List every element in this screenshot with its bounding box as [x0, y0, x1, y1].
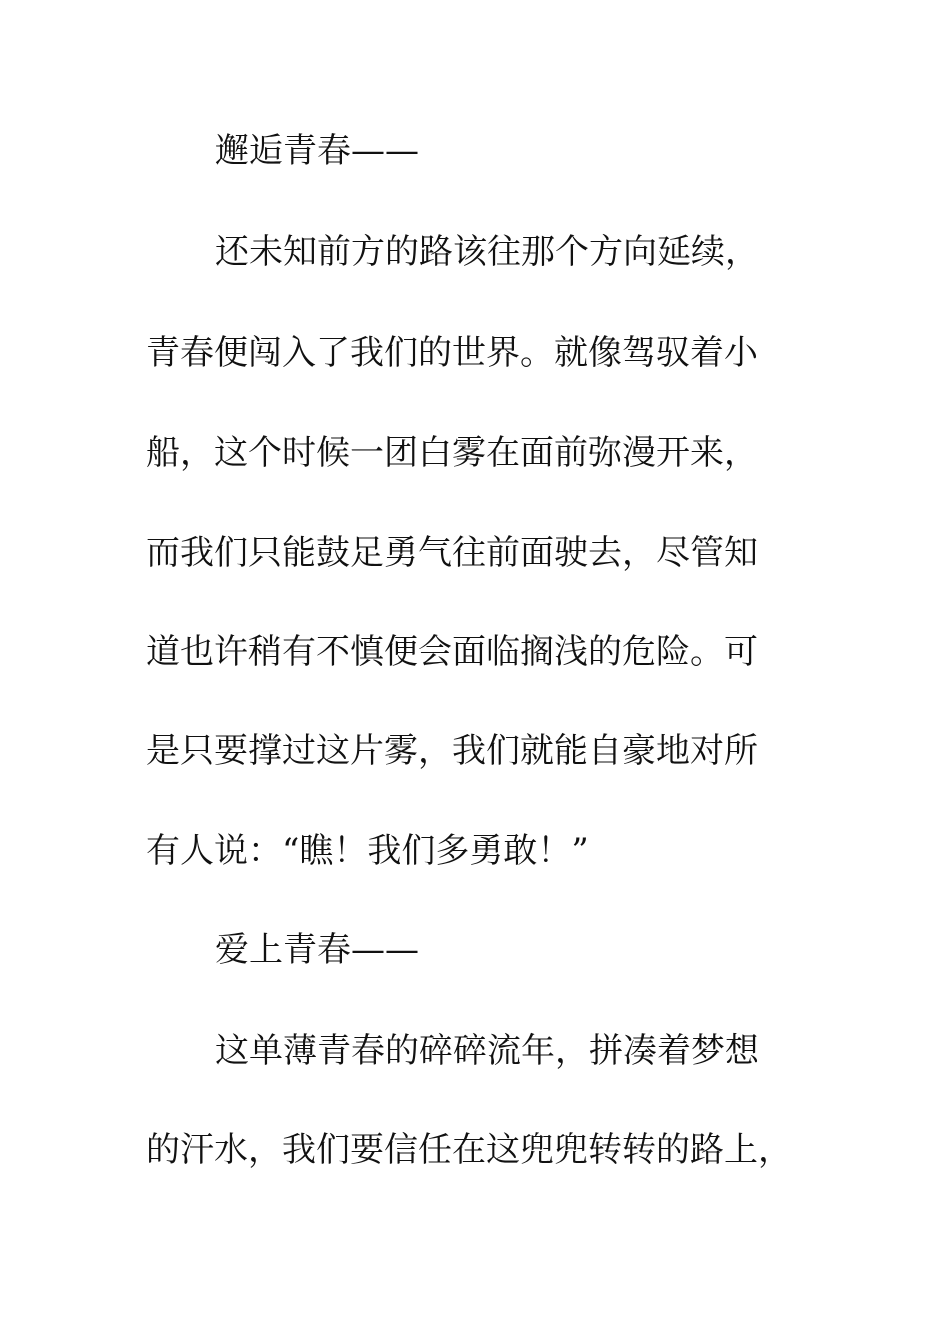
paragraph-line: 青春便闯入了我们的世界。就像驾驭着小 — [146, 333, 758, 373]
paragraph-line: 这单薄青春的碎碎流年，拼凑着梦想 — [215, 1031, 759, 1071]
paragraph-line: 还未知前方的路该往那个方向延续， — [215, 232, 759, 272]
paragraph-line: 道也许稍有不慎便会面临搁浅的危险。可 — [146, 632, 758, 672]
paragraph-line: 是只要撑过这片雾，我们就能自豪地对所 — [146, 731, 758, 771]
paragraph-line: 而我们只能鼓足勇气往前面驶去，尽管知 — [146, 533, 758, 573]
paragraph-line: 船，这个时候一团白雾在面前弥漫开来， — [146, 433, 758, 473]
section-heading-love-youth: 爱上青春—— — [215, 930, 419, 970]
paragraph-line: 有人说：“瞧！我们多勇敢！” — [146, 831, 589, 871]
section-heading-encounter-youth: 邂逅青春—— — [215, 131, 419, 171]
paragraph-line: 的汗水，我们要信任在这兜兜转转的路上， — [146, 1130, 792, 1170]
